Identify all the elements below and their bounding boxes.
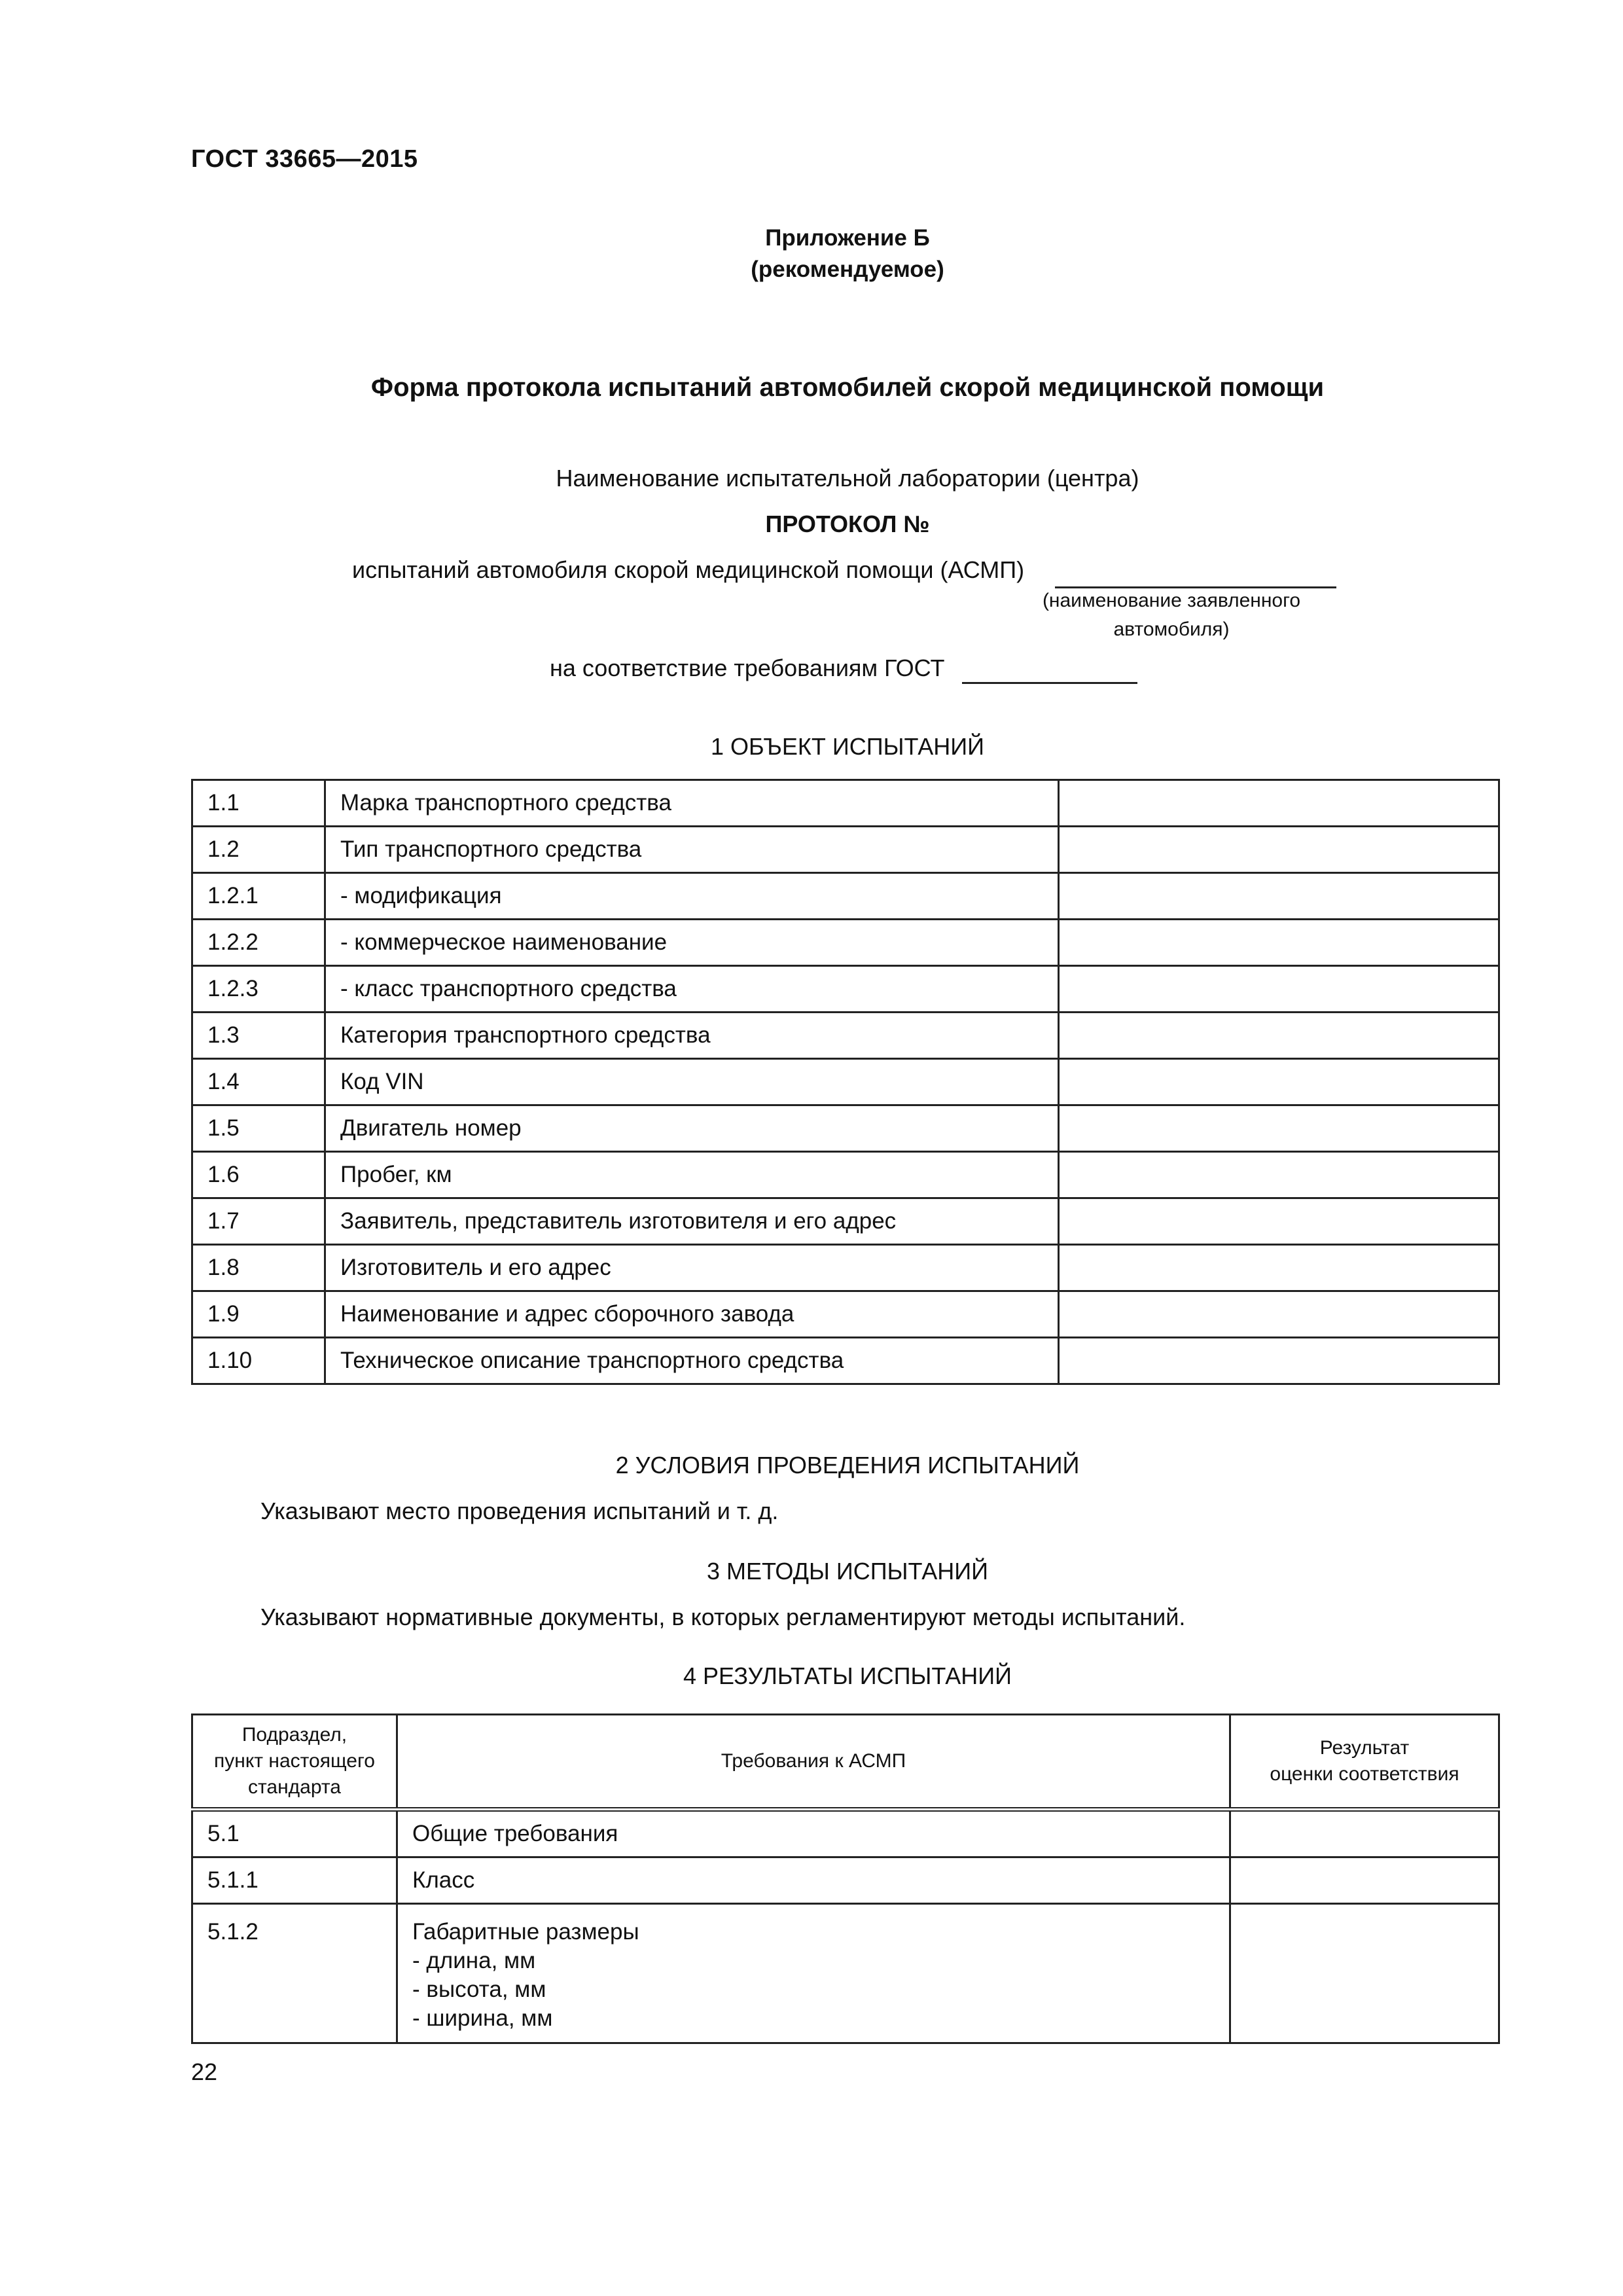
item-number: 1.2.1 [192, 873, 325, 920]
table-row [192, 780, 1499, 827]
clause-number: 5.1.2 [192, 1904, 397, 2043]
table-row [192, 966, 1499, 1013]
lab-name: Наименование испытательной лаборатории (центра) [556, 465, 1139, 492]
table-row [192, 1198, 1499, 1245]
clause-number: 5.1.1 [192, 1857, 397, 1904]
page-number: 22 [191, 2058, 218, 2085]
item-value-field[interactable] [1059, 1105, 1499, 1152]
item-number: 1.7 [192, 1198, 325, 1245]
dimension-item: - высота, мм [412, 1977, 546, 2002]
vehicle-name-note: (наименование заявленного автомобиля) [1042, 590, 1301, 640]
appendix-status: (рекомендуемое) [751, 257, 944, 282]
table-row [192, 1338, 1499, 1384]
item-number: 1.4 [192, 1059, 325, 1105]
table-row [192, 920, 1499, 966]
table-row [192, 873, 1499, 920]
item-value-field[interactable] [1059, 1338, 1499, 1384]
item-label: Категория транспортного средства [325, 1013, 1059, 1059]
section4-title: 4 РЕЗУЛЬТАТЫ ИСПЫТАНИЙ [683, 1662, 1012, 1689]
clause-number: 5.1 [192, 1810, 397, 1857]
table-row [192, 1291, 1499, 1338]
item-label: Марка транспортного средства [325, 780, 1059, 827]
item-number: 1.10 [192, 1338, 325, 1384]
item-number: 1.1 [192, 780, 325, 827]
item-value-field[interactable] [1059, 1013, 1499, 1059]
result-field[interactable] [1230, 1810, 1499, 1857]
item-value-field[interactable] [1059, 1245, 1499, 1291]
section3-title: 3 МЕТОДЫ ИСПЫТАНИЙ [706, 1558, 989, 1585]
item-number: 1.2.2 [192, 920, 325, 966]
protocol-heading: ПРОТОКОЛ № [765, 511, 930, 537]
table-row [192, 1810, 1499, 1857]
item-label: - модификация [325, 873, 1059, 920]
item-number: 1.8 [192, 1245, 325, 1291]
item-value-field[interactable] [1059, 780, 1499, 827]
item-number: 1.6 [192, 1152, 325, 1198]
gost-requirements-text: на соответствие требованиям ГОСТ [550, 655, 945, 681]
section3-text: Указывают нормативные документы, в которых регламентируют методы испытаний. [260, 1604, 1186, 1630]
header-subsection: Подраздел, пункт настоящего стандарта [192, 1715, 397, 1810]
item-value-field[interactable] [1059, 1059, 1499, 1105]
item-value-field[interactable] [1059, 966, 1499, 1013]
item-number: 1.2 [192, 827, 325, 873]
section2-text: Указывают место проведения испытаний и т. д. [260, 1498, 779, 1524]
result-field[interactable] [1230, 1857, 1499, 1904]
item-label: - коммерческое наименование [325, 920, 1059, 966]
item-value-field[interactable] [1059, 873, 1499, 920]
table-row [192, 1105, 1499, 1152]
item-number: 1.2.3 [192, 966, 325, 1013]
test-subject-text: испытаний автомобиля скорой медицинской помощи (АСМП) [352, 556, 1025, 583]
header-result: Результат оценки соответствия [1230, 1715, 1499, 1810]
section2-title: 2 УСЛОВИЯ ПРОВЕДЕНИЯ ИСПЫТАНИЙ [615, 1452, 1080, 1479]
table-row [192, 1013, 1499, 1059]
item-label: - класс транспортного средства [325, 966, 1059, 1013]
item-number: 1.3 [192, 1013, 325, 1059]
gost-number-blank [962, 682, 1137, 684]
item-label: Двигатель номер [325, 1105, 1059, 1152]
table-row [192, 1059, 1499, 1105]
table-row [192, 1904, 1499, 2043]
table-row [192, 827, 1499, 873]
table-row [192, 1245, 1499, 1291]
test-results-table [191, 1713, 1500, 2044]
requirement-cell: Общие требования [397, 1810, 1230, 1857]
document-header: ГОСТ 33665—2015 [191, 145, 418, 173]
item-value-field[interactable] [1059, 1198, 1499, 1245]
item-value-field[interactable] [1059, 1152, 1499, 1198]
result-field[interactable] [1230, 1904, 1499, 2043]
requirement-cell: Класс [397, 1857, 1230, 1904]
section1-title: 1 ОБЪЕКТ ИСПЫТАНИЙ [710, 733, 985, 760]
appendix-label: Приложение Б [765, 225, 930, 251]
item-label: Пробег, км [325, 1152, 1059, 1198]
table-row [192, 1152, 1499, 1198]
table-row [192, 1857, 1499, 1904]
item-label: Тип транспортного средства [325, 827, 1059, 873]
item-number: 1.5 [192, 1105, 325, 1152]
item-value-field[interactable] [1059, 1291, 1499, 1338]
item-label: Код VIN [325, 1059, 1059, 1105]
item-label: Техническое описание транспортного средства [325, 1338, 1059, 1384]
results-header-row [192, 1715, 1499, 1810]
item-number: 1.9 [192, 1291, 325, 1338]
appendix-heading [0, 223, 1623, 285]
item-label: Наименование и адрес сборочного завода [325, 1291, 1059, 1338]
dimension-item: - длина, мм [412, 1948, 536, 1973]
item-label: Изготовитель и его адрес [325, 1245, 1059, 1291]
item-value-field[interactable] [1059, 920, 1499, 966]
dimension-item: - ширина, мм [412, 2005, 553, 2031]
requirement-cell: Габаритные размеры - длина, мм - высота, мм - ширина, мм [397, 1904, 1230, 2043]
form-title: Форма протокола испытаний автомобилей скорой медицинской помощи [370, 373, 1325, 402]
item-value-field[interactable] [1059, 827, 1499, 873]
item-label: Заявитель, представитель изготовителя и его адрес [325, 1198, 1059, 1245]
test-object-table [191, 779, 1500, 1385]
header-requirements: Требования к АСМП [397, 1715, 1230, 1810]
